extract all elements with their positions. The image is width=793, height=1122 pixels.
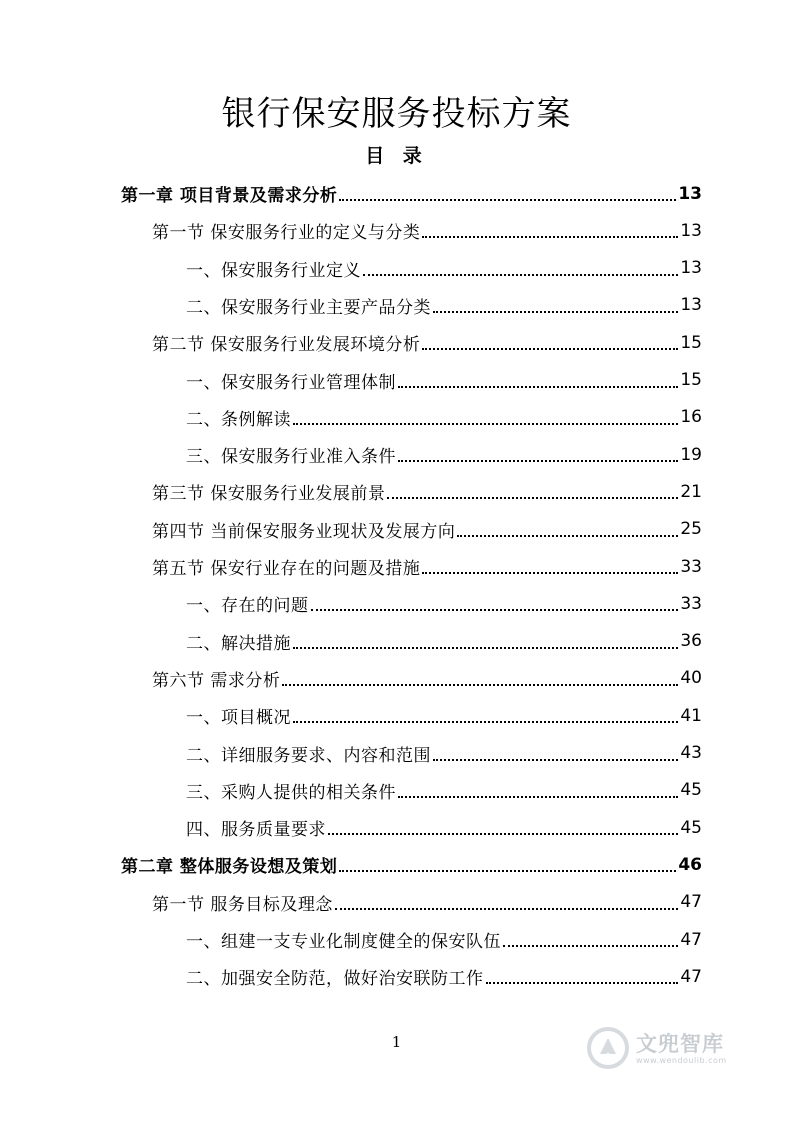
watermark-logo-icon: [586, 1026, 630, 1070]
toc-dot-leader: [328, 832, 678, 835]
toc-entry-page: 47: [680, 892, 702, 913]
toc-dot-leader: [398, 795, 678, 798]
toc-entry-title: 第一章 项目背景及需求分析: [121, 186, 338, 206]
toc-entry[interactable]: [186, 623, 702, 660]
toc-entry-title: 第三节 保安服务行业发展前景: [152, 484, 386, 505]
page-number: 1: [391, 1033, 402, 1051]
toc-entry-page: 45: [680, 780, 702, 801]
toc-entry-page: 13: [680, 295, 702, 316]
toc-entry-title: 二、加强安全防范，做好治安联防工作: [186, 969, 484, 990]
toc-entry-page: 43: [680, 743, 702, 763]
toc-entry-page: 16: [680, 407, 702, 428]
toc-entry-title: 二、详细服务要求、内容和范围: [186, 745, 431, 766]
toc-dot-leader: [422, 235, 678, 238]
toc-entry-page: 25: [680, 519, 702, 540]
toc-entry[interactable]: [186, 809, 702, 846]
toc-entry[interactable]: [121, 846, 702, 883]
toc-entry[interactable]: [186, 585, 702, 622]
toc-entry-page: 13: [680, 220, 702, 241]
toc-entry-title: 第二节 保安服务行业发展环境分析: [152, 335, 421, 356]
toc-entry-title: 一、项目概况: [186, 708, 291, 729]
toc-dot-leader: [293, 720, 678, 723]
toc-dot-leader: [457, 534, 678, 537]
toc-entry-page: 15: [680, 370, 702, 390]
toc-dot-leader: [363, 273, 678, 276]
toc-entry-title: 第四节 当前保安服务业现状及发展方向: [152, 521, 456, 542]
toc-entry-title: 第二章 整体服务设想及策划: [121, 857, 338, 878]
toc-dot-leader: [293, 646, 678, 649]
toc-dot-leader: [339, 869, 676, 872]
toc-entry[interactable]: [186, 958, 702, 995]
toc-entry-page: 36: [680, 631, 702, 652]
toc-entry[interactable]: [152, 548, 702, 585]
toc-entry-title: 一、存在的问题: [186, 596, 309, 617]
toc-entry-title: 一、组建一支专业化制度健全的保安队伍: [186, 932, 501, 952]
watermark-name: 文兜智库: [636, 1031, 724, 1056]
toc-dot-leader: [398, 385, 678, 388]
toc-dot-leader: [282, 683, 678, 686]
toc-entry-title: 第六节 需求分析: [152, 670, 281, 691]
toc-entry-title: 二、保安服务行业主要产品分类: [186, 297, 431, 318]
toc-entry-title: 三、采购人提供的相关条件: [186, 782, 396, 803]
toc-entry-page: 13: [678, 183, 702, 204]
toc-entry[interactable]: [152, 324, 702, 361]
toc-entry-page: 33: [680, 556, 702, 577]
toc-entry[interactable]: [152, 473, 702, 510]
toc-dot-leader: [339, 198, 676, 201]
toc-entry[interactable]: [186, 697, 702, 734]
toc-entry[interactable]: [186, 735, 702, 772]
toc-dot-leader: [422, 571, 678, 574]
toc-entry-page: 41: [680, 705, 702, 726]
toc-entry-title: 第五节 保安行业存在的问题及措施: [152, 559, 421, 579]
toc-entry-page: 40: [680, 668, 702, 689]
toc-dot-leader: [503, 944, 678, 947]
toc-entry-page: 19: [680, 444, 702, 465]
watermark: [586, 1018, 756, 1078]
toc-entry[interactable]: [186, 399, 702, 436]
toc-entry-page: 21: [680, 481, 702, 502]
toc-entry[interactable]: [186, 921, 702, 958]
toc-dot-leader: [433, 758, 678, 761]
toc-dot-leader: [311, 608, 679, 611]
toc-entry-page: 47: [680, 966, 702, 987]
toc-entry-title: 三、保安服务行业准入条件: [186, 447, 396, 468]
toc-dot-leader: [335, 907, 678, 910]
toc-dot-leader: [293, 422, 678, 425]
toc-entry-title: 第一节 服务目标及理念: [152, 894, 333, 915]
toc-dot-leader: [422, 347, 678, 350]
toc-entry[interactable]: [152, 511, 702, 548]
toc-entry[interactable]: [186, 772, 702, 809]
toc-dot-leader: [387, 496, 678, 499]
toc-entry[interactable]: [152, 884, 702, 921]
toc-heading: 目 录: [365, 145, 428, 167]
toc-entry[interactable]: [121, 175, 702, 212]
toc-entry-page: 33: [680, 593, 702, 614]
toc-entry-title: 二、解决措施: [186, 633, 291, 654]
toc-entry[interactable]: [152, 212, 702, 249]
toc-entry[interactable]: [186, 436, 702, 473]
toc-entry-page: 46: [678, 854, 702, 875]
watermark-url: www.wendoulib.com: [636, 1055, 727, 1065]
toc-entry-page: 47: [680, 929, 702, 950]
toc-entry-title: 第一节 保安服务行业的定义与分类: [152, 223, 421, 244]
toc-entry-title: 一、保安服务行业管理体制: [186, 372, 396, 393]
toc-entry[interactable]: [186, 287, 702, 324]
toc-entry[interactable]: [152, 660, 702, 697]
toc-dot-leader: [398, 459, 678, 462]
toc-entry[interactable]: [186, 250, 702, 287]
toc-entry-page: 15: [680, 332, 702, 353]
toc-entry-page: 13: [680, 258, 702, 279]
toc-dot-leader: [486, 981, 679, 984]
toc-entry-title: 一、保安服务行业定义: [186, 260, 361, 281]
toc-entry-title: 二、条例解读: [186, 409, 291, 430]
toc-entry-page: 45: [680, 817, 702, 838]
toc-entry[interactable]: [186, 362, 702, 399]
toc-dot-leader: [433, 310, 678, 313]
toc-entry-title: 四、服务质量要求: [186, 820, 326, 841]
document-title: 银行保安服务投标方案: [221, 94, 572, 134]
